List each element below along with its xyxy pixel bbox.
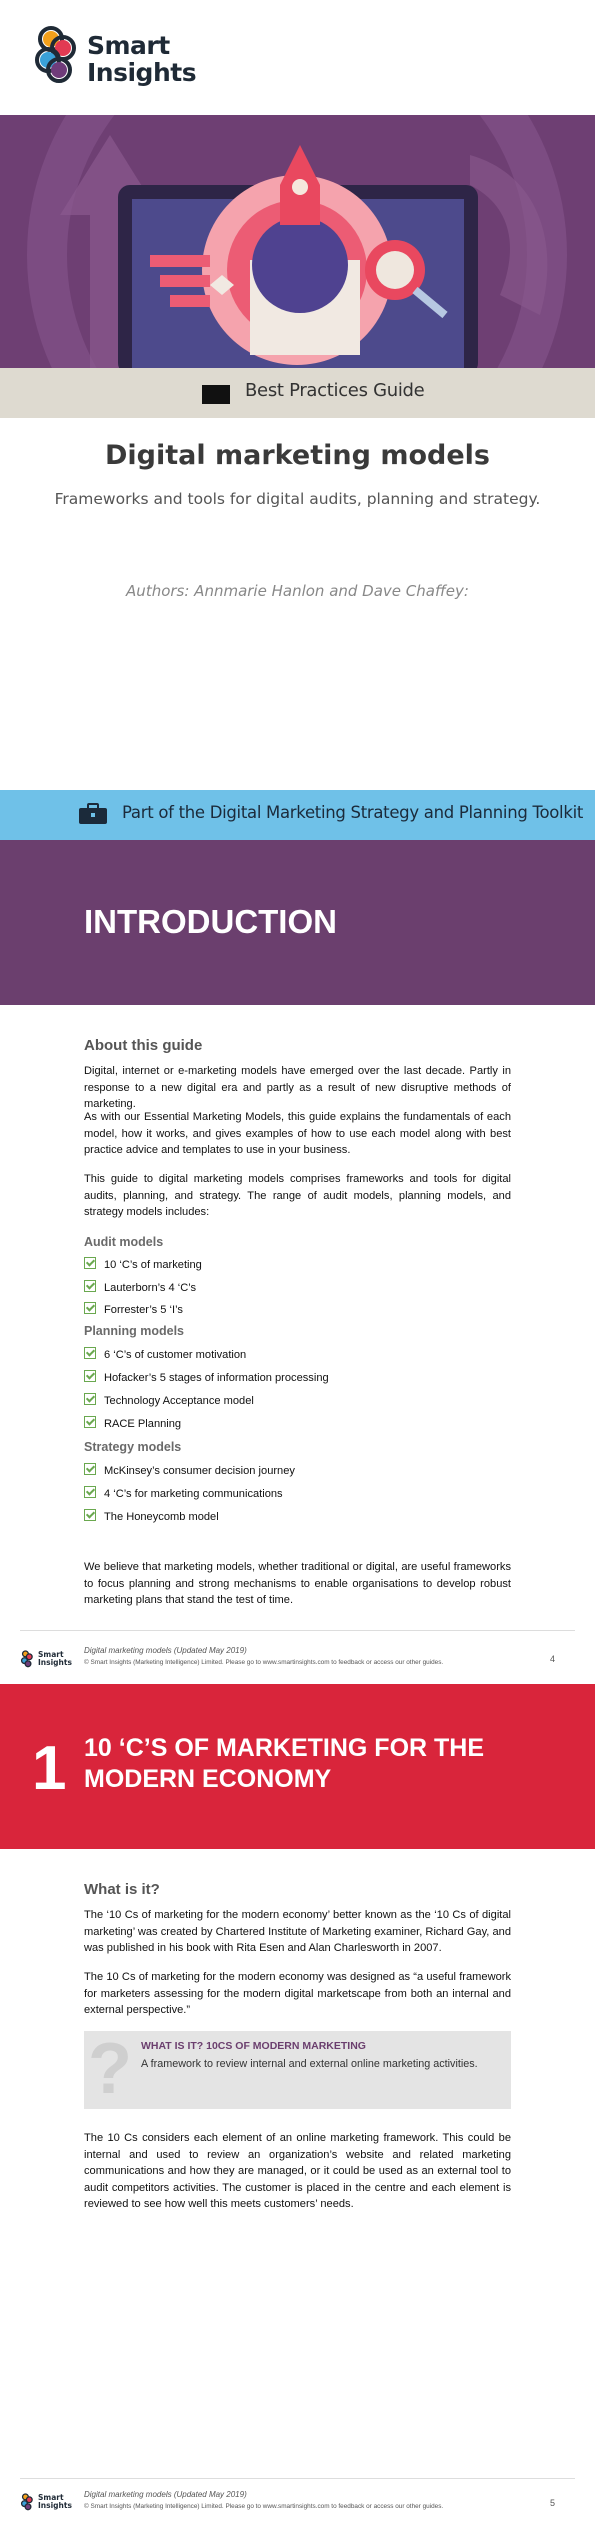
list-item: Technology Acceptance model (84, 1393, 254, 1409)
check-icon (84, 1509, 96, 1521)
chapter-number: 1 (32, 1734, 67, 1803)
toolkit-link[interactable]: Part of the Digital Marketing Strategy and Planning Toolkit (122, 803, 584, 822)
list-item: 6 ‘C’s of customer motivation (84, 1347, 246, 1363)
list-item: 10 ‘C’s of marketing (84, 1257, 202, 1273)
page-number: 4 (550, 1654, 556, 1664)
intro-closing-paragraph: We believe that marketing models, whether traditional or digital, are useful frameworks to focus planning and strong mechanisms to enable organisations to develop robust marketing plans that stand the test of time. (84, 1561, 511, 1606)
footer-divider (20, 1630, 575, 1631)
chapter-paragraph-2: The 10 Cs of marketing for the modern economy was designed as “a useful framework for marketers assessing for the modern digital marketscape from both an internal and external perspective.” (84, 1971, 511, 2016)
document-subtitle: Frameworks and tools for digital audits, planning and strategy. (54, 490, 541, 508)
hero-illustration (0, 115, 595, 368)
question-mark-icon: ? (88, 2029, 132, 2109)
introduction-heading: INTRODUCTION (84, 903, 337, 940)
strategy-models-heading: Strategy models (84, 1440, 182, 1454)
footer-copyright: © Smart Insights (Marketing Intelligence) Limited. Please go to www.smartinsights.com to feedback or access our other guides. (84, 1659, 444, 1666)
page-number: 5 (550, 2498, 556, 2508)
check-icon (84, 1347, 96, 1359)
check-icon (84, 1280, 96, 1292)
check-icon (84, 1257, 96, 1269)
document-title: Digital marketing models (104, 440, 490, 471)
logo-wordmark: Smart Insights (87, 31, 197, 87)
footer-title: Digital marketing models (Updated May 2019) (84, 2490, 247, 2499)
callout-text: A framework to review internal and external online marketing activities. (141, 2058, 478, 2070)
chapter-paragraph-3: The 10 Cs considers each element of an online marketing framework. This could be internal and used to review an organization’s website and related marketing communications and how they are managed, or it could be used as an external tool to audit competitors activities. The customer is placed in the centre and each element is reviewed to see how well this meets customers’ needs. (84, 2132, 511, 2210)
chapter-title: 10 ‘C’S OF MARKETING FOR THE MODERN ECONOMY (84, 1734, 485, 1793)
audit-models-heading: Audit models (84, 1235, 164, 1249)
authors: Authors: Annmarie Hanlon and Dave Chaffey: (126, 582, 469, 600)
intro-paragraph-2: As with our Essential Marketing Models, this guide explains the fundamentals of each model, how it works, and gives examples of how to use each model along with best practice advice and templates to use in your business. (84, 1111, 511, 1156)
what-is-it-heading: What is it? (84, 1881, 160, 1898)
footer-logo (20, 2491, 70, 2515)
intro-paragraph-3: This guide to digital marketing models comprises frameworks and tools for digital audits, planning, and strategy. The range of audit models, planning models, and strategy models includes: (84, 1173, 511, 1218)
check-icon (84, 1463, 96, 1475)
footer-logo-wordmark: Smart Insights (38, 2493, 72, 2510)
check-icon (84, 1370, 96, 1382)
check-icon (84, 1486, 96, 1498)
about-heading: About this guide (84, 1037, 203, 1054)
list-item: Forrester’s 5 ‘I’s (84, 1302, 183, 1318)
callout-heading: WHAT IS IT? 10CS OF MODERN MARKETING (141, 2040, 366, 2052)
hero-graphic (0, 115, 595, 368)
guide-type-label: Best Practices Guide (245, 380, 425, 401)
list-item: Lauterborn’s 4 ‘C’s (84, 1280, 196, 1296)
intro-paragraph-1: Digital, internet or e-marketing models have emerged over the last decade. Partly in response to a new digital era and partly as a result of new disruptive methods of marketing. (84, 1065, 511, 1110)
footer-divider (20, 2478, 575, 2479)
list-item: The Honeycomb model (84, 1509, 219, 1525)
footer-copyright: © Smart Insights (Marketing Intelligence) Limited. Please go to www.smartinsights.com to feedback or access our other guides. (84, 2503, 444, 2510)
book-icon (202, 385, 230, 404)
smart-insights-logo-icon (20, 2491, 36, 2513)
footer-logo-wordmark: Smart Insights (38, 1650, 72, 1667)
check-icon (84, 1302, 96, 1314)
list-item: 4 ‘C’s for marketing communications (84, 1486, 283, 1502)
list-item: Hofacker’s 5 stages of information processing (84, 1370, 329, 1386)
footer-logo (20, 1648, 70, 1672)
chapter-paragraph-1: The ‘10 Cs of marketing for the modern economy’ better known as the ‘10 Cs of digital marketing’ was created by Chartered Institute of Marketing examiner, Richard Gay, and was published in his book with Rita Esen and Alan Charlesworth in 2007. (84, 1909, 511, 1954)
list-item: RACE Planning (84, 1416, 181, 1432)
footer-title: Digital marketing models (Updated May 2019) (84, 1646, 247, 1655)
briefcase-icon (78, 803, 108, 825)
smart-insights-logo-icon (20, 1648, 36, 1670)
planning-models-heading: Planning models (84, 1324, 185, 1338)
check-icon (84, 1393, 96, 1405)
check-icon (84, 1416, 96, 1428)
list-item: McKinsey’s consumer decision journey (84, 1463, 295, 1479)
smart-insights-logo-icon (34, 24, 84, 86)
